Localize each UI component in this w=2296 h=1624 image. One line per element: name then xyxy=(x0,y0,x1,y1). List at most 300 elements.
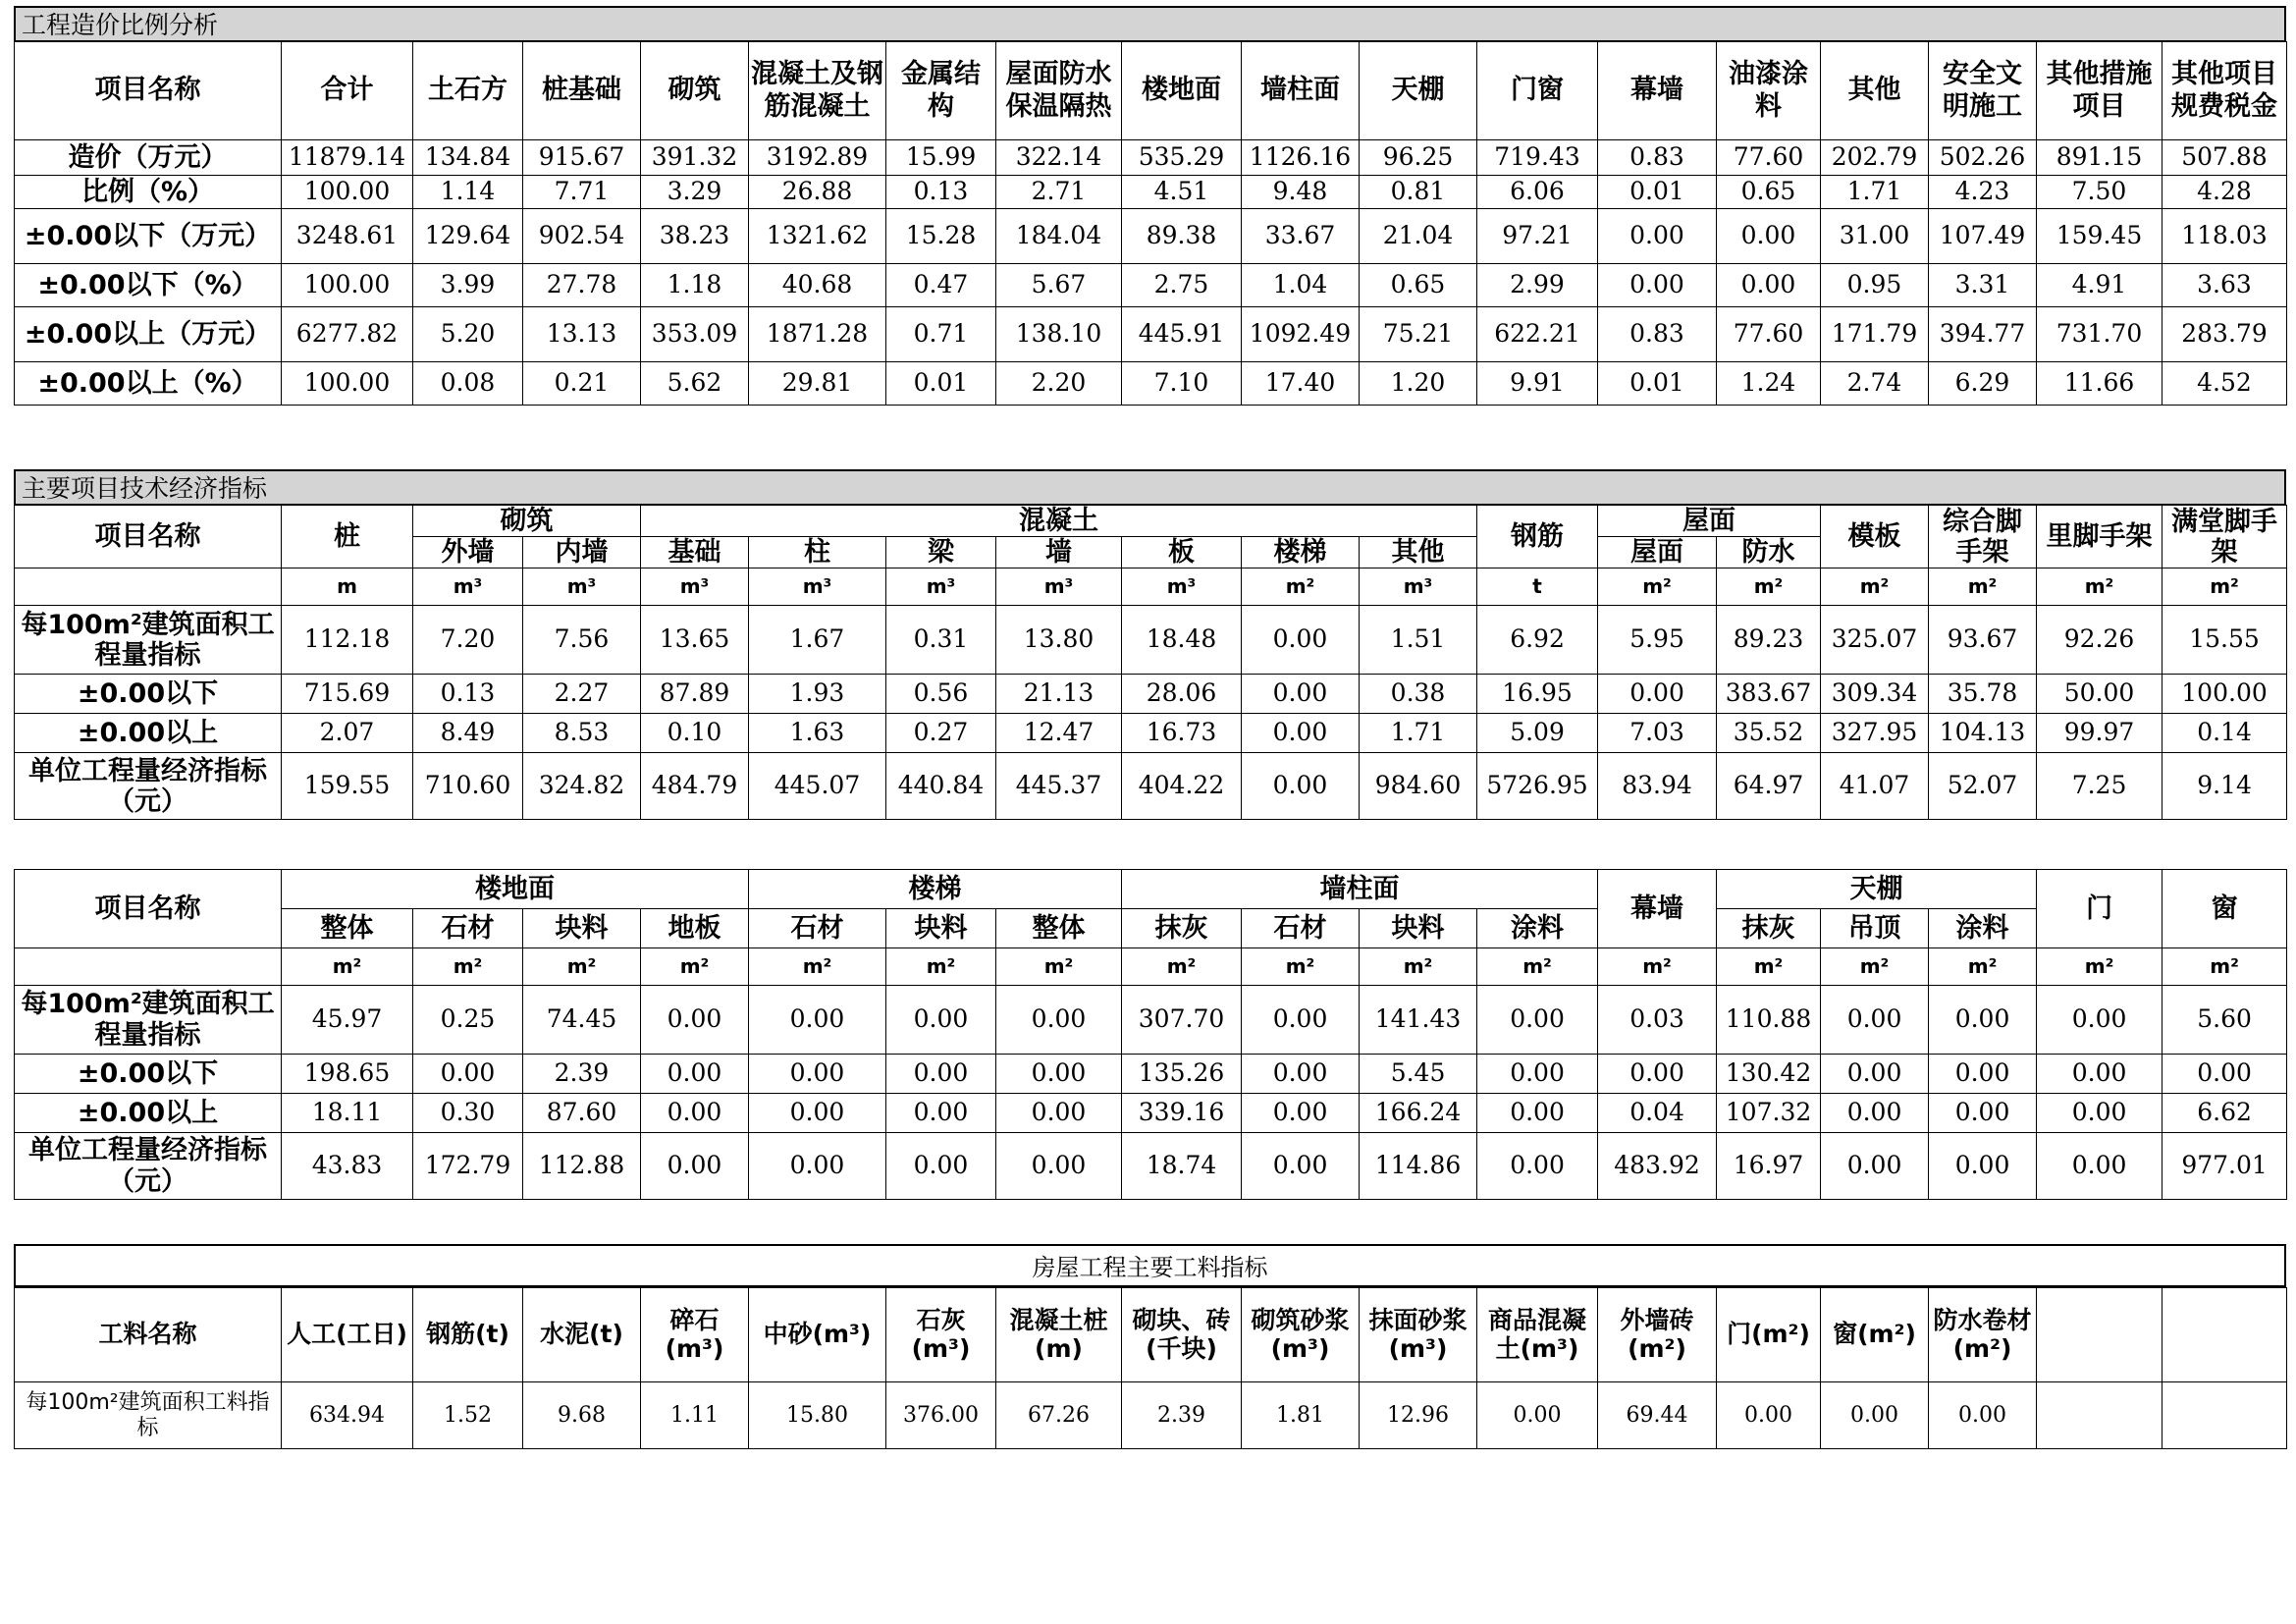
cost-value-cell: 2.75 xyxy=(1122,264,1242,307)
material-value-cell: 12.96 xyxy=(1360,1382,1477,1449)
finish-sub-header: 块料 xyxy=(523,909,641,948)
tech-sub-header: 屋面 xyxy=(1598,537,1717,568)
cost-value-cell: 0.65 xyxy=(1717,176,1821,209)
cost-value-cell: 6.29 xyxy=(1929,362,2037,406)
cost-value-cell: 1092.49 xyxy=(1242,307,1360,362)
finish-value-cell: 0.00 xyxy=(2037,1055,2163,1094)
finish-unit-cell: m² xyxy=(413,948,523,986)
tech-value-cell: 5726.95 xyxy=(1477,753,1598,820)
cost-value-cell: 38.23 xyxy=(641,209,749,264)
tech-value-cell: 35.78 xyxy=(1929,675,2037,714)
tech-sub-header: 外墙 xyxy=(413,537,523,568)
cost-value-cell: 6.06 xyxy=(1477,176,1598,209)
cost-value-cell: 391.32 xyxy=(641,140,749,176)
finish-sub-header: 地板 xyxy=(641,909,749,948)
finish-section xyxy=(14,869,2286,1200)
tech-sub-header: 楼梯 xyxy=(1242,537,1360,568)
tech-row xyxy=(15,714,2287,753)
tech-unit-cell: m³ xyxy=(1360,568,1477,606)
cost-value-cell: 134.84 xyxy=(413,140,523,176)
material-header-cell: 外墙砖(m²) xyxy=(1598,1288,1717,1382)
finish-item-label: 项目名称 xyxy=(15,870,282,948)
cost-value-cell: 171.79 xyxy=(1821,307,1929,362)
tech-value-cell: 93.67 xyxy=(1929,606,2037,675)
finish-value-cell: 5.45 xyxy=(1360,1055,1477,1094)
tech-value-cell: 445.07 xyxy=(749,753,886,820)
tech-value-cell: 15.55 xyxy=(2163,606,2287,675)
tech-value-cell: 7.25 xyxy=(2037,753,2163,820)
finish-unit-cell: m² xyxy=(1242,948,1360,986)
finish-value-cell: 0.00 xyxy=(996,1094,1122,1133)
tech-row xyxy=(15,753,2287,820)
cost-value-cell: 1.71 xyxy=(1821,176,1929,209)
cost-value-cell: 3.99 xyxy=(413,264,523,307)
material-header-cell: 人工(工日) xyxy=(282,1288,413,1382)
cost-value-cell: 202.79 xyxy=(1821,140,1929,176)
tech-value-cell: 0.13 xyxy=(413,675,523,714)
cost-value-cell: 1871.28 xyxy=(749,307,886,362)
finish-value-cell: 18.11 xyxy=(282,1094,413,1133)
finish-row xyxy=(15,1055,2287,1094)
tech-value-cell: 324.82 xyxy=(523,753,641,820)
tech-value-cell: 1.63 xyxy=(749,714,886,753)
finish-row xyxy=(15,1133,2287,1200)
finish-value-cell: 0.00 xyxy=(2037,1094,2163,1133)
tech-row-label: 每100m²建筑面积工程量指标 xyxy=(15,606,282,675)
cost-value-cell: 26.88 xyxy=(749,176,886,209)
cost-value-cell: 129.64 xyxy=(413,209,523,264)
tech-value-cell: 325.07 xyxy=(1821,606,1929,675)
cost-row-label: 造价（万元） xyxy=(15,140,282,176)
material-value-cell: 1.52 xyxy=(413,1382,523,1449)
cost-value-cell: 29.81 xyxy=(749,362,886,406)
cost-value-cell: 502.26 xyxy=(1929,140,2037,176)
cost-value-cell: 2.71 xyxy=(996,176,1122,209)
finish-value-cell: 0.00 xyxy=(749,1133,886,1200)
cost-value-cell: 15.28 xyxy=(886,209,996,264)
tech-value-cell: 984.60 xyxy=(1360,753,1477,820)
material-header-cell: 钢筋(t) xyxy=(413,1288,523,1382)
cost-value-cell: 0.08 xyxy=(413,362,523,406)
tech-value-cell: 28.06 xyxy=(1122,675,1242,714)
finish-value-cell: 0.00 xyxy=(2037,986,2163,1055)
material-header-cell xyxy=(2037,1288,2163,1382)
tech-value-cell: 0.27 xyxy=(886,714,996,753)
spacer-cell xyxy=(15,406,2287,423)
tech-sub-header: 梁 xyxy=(886,537,996,568)
cost-header-cell: 屋面防水保温隔热 xyxy=(996,42,1122,140)
tech-value-cell: 92.26 xyxy=(2037,606,2163,675)
finish-value-cell: 0.00 xyxy=(641,1055,749,1094)
cost-value-cell: 21.04 xyxy=(1360,209,1477,264)
tech-row-label: 单位工程量经济指标（元） xyxy=(15,753,282,820)
finish-value-cell: 107.32 xyxy=(1717,1094,1821,1133)
cost-value-cell: 0.01 xyxy=(1598,362,1717,406)
finish-value-cell: 87.60 xyxy=(523,1094,641,1133)
cost-row-label: ±0.00以上（万元） xyxy=(15,307,282,362)
tech-econ-section xyxy=(14,469,2286,820)
tech-value-cell: 8.49 xyxy=(413,714,523,753)
cost-row-label: ±0.00以下（%） xyxy=(15,264,282,307)
finish-value-cell: 0.00 xyxy=(1242,1055,1360,1094)
finish-unit-cell: m² xyxy=(996,948,1122,986)
cost-header-cell: 金属结构 xyxy=(886,42,996,140)
tech-group-rebar: 钢筋 xyxy=(1477,506,1598,568)
cost-value-cell: 107.49 xyxy=(1929,209,2037,264)
finish-row-label: ±0.00以上 xyxy=(15,1094,282,1133)
cost-value-cell: 3.63 xyxy=(2163,264,2287,307)
finish-sub-header: 石材 xyxy=(413,909,523,948)
cost-row xyxy=(15,140,2287,176)
tech-value-cell: 1.51 xyxy=(1360,606,1477,675)
tech-group-pile: 桩 xyxy=(282,506,413,568)
finish-unit-cell: m² xyxy=(886,948,996,986)
cost-header-cell: 其他 xyxy=(1821,42,1929,140)
finish-value-cell: 18.74 xyxy=(1122,1133,1242,1200)
cost-value-cell: 0.21 xyxy=(523,362,641,406)
tech-value-cell: 52.07 xyxy=(1929,753,2037,820)
finish-unit-cell: m² xyxy=(641,948,749,986)
cost-value-cell: 33.67 xyxy=(1242,209,1360,264)
cost-value-cell: 535.29 xyxy=(1122,140,1242,176)
tech-value-cell: 159.55 xyxy=(282,753,413,820)
cost-row xyxy=(15,209,2287,264)
finish-group-stair: 楼梯 xyxy=(749,870,1122,909)
material-value-cell: 15.80 xyxy=(749,1382,886,1449)
cost-value-cell: 0.01 xyxy=(886,362,996,406)
cost-header-cell: 墙柱面 xyxy=(1242,42,1360,140)
tech-value-cell: 112.18 xyxy=(282,606,413,675)
finish-unit-cell: m² xyxy=(282,948,413,986)
cost-header-cell: 油漆涂料 xyxy=(1717,42,1821,140)
finish-sub-header: 块料 xyxy=(1360,909,1477,948)
cost-value-cell: 891.15 xyxy=(2037,140,2163,176)
cost-value-cell: 77.60 xyxy=(1717,140,1821,176)
tech-value-cell: 440.84 xyxy=(886,753,996,820)
cost-value-cell: 0.71 xyxy=(886,307,996,362)
finish-value-cell: 0.00 xyxy=(1821,986,1929,1055)
cost-value-cell: 0.81 xyxy=(1360,176,1477,209)
tech-econ-table xyxy=(14,505,2287,820)
material-value-cell: 9.68 xyxy=(523,1382,641,1449)
material-value-cell xyxy=(2163,1382,2287,1449)
tech-value-cell: 8.53 xyxy=(523,714,641,753)
material-header-cell: 工料名称 xyxy=(15,1288,282,1382)
material-value-cell: 376.00 xyxy=(886,1382,996,1449)
finish-unit-cell: m² xyxy=(1360,948,1477,986)
cost-value-cell: 7.10 xyxy=(1122,362,1242,406)
tech-unit-cell: m³ xyxy=(996,568,1122,606)
cost-ratio-table xyxy=(14,41,2287,423)
finish-value-cell: 0.00 xyxy=(886,986,996,1055)
cost-value-cell: 100.00 xyxy=(282,362,413,406)
tech-value-cell: 6.92 xyxy=(1477,606,1598,675)
finish-unit-blank xyxy=(15,948,282,986)
tech-unit-cell: m³ xyxy=(641,568,749,606)
tech-value-cell: 13.80 xyxy=(996,606,1122,675)
cost-spacer-row xyxy=(15,406,2287,423)
finish-value-cell: 0.00 xyxy=(886,1133,996,1200)
finish-unit-cell: m² xyxy=(1122,948,1242,986)
finish-value-cell: 0.00 xyxy=(1821,1094,1929,1133)
cost-value-cell: 622.21 xyxy=(1477,307,1598,362)
tech-value-cell: 50.00 xyxy=(2037,675,2163,714)
finish-sub-header: 石材 xyxy=(749,909,886,948)
tech-unit-cell: m² xyxy=(2163,568,2287,606)
finish-sub-header: 块料 xyxy=(886,909,996,948)
tech-unit-blank xyxy=(15,568,282,606)
finish-value-cell: 0.00 xyxy=(1242,986,1360,1055)
cost-value-cell: 89.38 xyxy=(1122,209,1242,264)
cost-value-cell: 4.51 xyxy=(1122,176,1242,209)
finish-value-cell: 0.30 xyxy=(413,1094,523,1133)
material-header-cell: 砌块、砖(千块) xyxy=(1122,1288,1242,1382)
cost-value-cell: 2.74 xyxy=(1821,362,1929,406)
cost-value-cell: 915.67 xyxy=(523,140,641,176)
cost-value-cell: 17.40 xyxy=(1242,362,1360,406)
tech-row-label: ±0.00以上 xyxy=(15,714,282,753)
tech-unit-cell: m² xyxy=(1242,568,1360,606)
finish-value-cell: 0.00 xyxy=(996,986,1122,1055)
finish-value-cell: 0.00 xyxy=(1477,1094,1598,1133)
cost-value-cell: 1.20 xyxy=(1360,362,1477,406)
tech-group-roof: 屋面 xyxy=(1598,506,1821,537)
finish-value-cell: 0.00 xyxy=(641,1133,749,1200)
tech-value-cell: 100.00 xyxy=(2163,675,2287,714)
cost-value-cell: 3.29 xyxy=(641,176,749,209)
tech-value-cell: 404.22 xyxy=(1122,753,1242,820)
tech-unit-cell: m² xyxy=(1717,568,1821,606)
tech-value-cell: 5.95 xyxy=(1598,606,1717,675)
cost-row xyxy=(15,264,2287,307)
cost-value-cell: 4.52 xyxy=(2163,362,2287,406)
finish-value-cell: 0.00 xyxy=(1242,1133,1360,1200)
material-row xyxy=(15,1382,2287,1449)
finish-unit-cell: m² xyxy=(749,948,886,986)
cost-value-cell: 9.91 xyxy=(1477,362,1598,406)
material-value-cell: 0.00 xyxy=(1477,1382,1598,1449)
finish-value-cell: 0.00 xyxy=(2037,1133,2163,1200)
tech-value-cell: 484.79 xyxy=(641,753,749,820)
material-value-cell: 0.00 xyxy=(1717,1382,1821,1449)
tech-group-concrete: 混凝土 xyxy=(641,506,1477,537)
finish-unit-cell: m² xyxy=(2037,948,2163,986)
finish-value-cell: 0.00 xyxy=(1242,1094,1360,1133)
material-value-cell: 634.94 xyxy=(282,1382,413,1449)
tech-value-cell: 16.95 xyxy=(1477,675,1598,714)
tech-value-cell: 445.37 xyxy=(996,753,1122,820)
tech-unit-cell: m² xyxy=(1821,568,1929,606)
finish-row-label: ±0.00以下 xyxy=(15,1055,282,1094)
cost-header-cell: 项目名称 xyxy=(15,42,282,140)
tech-value-cell: 1.93 xyxy=(749,675,886,714)
cost-value-cell: 75.21 xyxy=(1360,307,1477,362)
tech-sub-header: 防水 xyxy=(1717,537,1821,568)
tech-value-cell: 710.60 xyxy=(413,753,523,820)
finish-value-cell: 0.00 xyxy=(1929,1055,2037,1094)
tech-value-cell: 2.27 xyxy=(523,675,641,714)
cost-value-cell: 7.71 xyxy=(523,176,641,209)
cost-value-cell: 0.65 xyxy=(1360,264,1477,307)
tech-group-formwork: 模板 xyxy=(1821,506,1929,568)
finish-sub-header: 涂料 xyxy=(1477,909,1598,948)
tech-row-label: ±0.00以下 xyxy=(15,675,282,714)
cost-header-cell: 幕墙 xyxy=(1598,42,1717,140)
cost-value-cell: 5.62 xyxy=(641,362,749,406)
cost-header-cell: 其他措施项目 xyxy=(2037,42,2163,140)
finish-group-ceiling: 天棚 xyxy=(1717,870,2037,909)
tech-unit-cell: m² xyxy=(2037,568,2163,606)
tech-value-cell: 7.20 xyxy=(413,606,523,675)
material-table xyxy=(14,1287,2287,1449)
tech-unit-cell: m xyxy=(282,568,413,606)
cost-value-cell: 11879.14 xyxy=(282,140,413,176)
finish-value-cell: 0.03 xyxy=(1598,986,1717,1055)
tech-value-cell: 1.67 xyxy=(749,606,886,675)
cost-header-cell: 混凝土及钢筋混凝土 xyxy=(749,42,886,140)
cost-value-cell: 3192.89 xyxy=(749,140,886,176)
material-header-cell: 商品混凝土(m³) xyxy=(1477,1288,1598,1382)
cost-value-cell: 902.54 xyxy=(523,209,641,264)
finish-value-cell: 135.26 xyxy=(1122,1055,1242,1094)
tech-unit-cell: m³ xyxy=(523,568,641,606)
material-header-cell: 水泥(t) xyxy=(523,1288,641,1382)
tech-value-cell: 2.07 xyxy=(282,714,413,753)
cost-value-cell: 0.83 xyxy=(1598,307,1717,362)
cost-value-cell: 96.25 xyxy=(1360,140,1477,176)
cost-value-cell: 97.21 xyxy=(1477,209,1598,264)
tech-group-full-scaffold: 满堂脚手架 xyxy=(2163,506,2287,568)
cost-row xyxy=(15,176,2287,209)
tech-value-cell: 21.13 xyxy=(996,675,1122,714)
finish-sub-header: 吊顶 xyxy=(1821,909,1929,948)
finish-value-cell: 0.00 xyxy=(1821,1055,1929,1094)
cost-value-cell: 11.66 xyxy=(2037,362,2163,406)
finish-row-label: 每100m²建筑面积工程量指标 xyxy=(15,986,282,1055)
finish-value-cell: 0.00 xyxy=(1929,986,2037,1055)
cost-value-cell: 394.77 xyxy=(1929,307,2037,362)
material-value-cell: 0.00 xyxy=(1821,1382,1929,1449)
tech-value-cell: 0.56 xyxy=(886,675,996,714)
finish-value-cell: 0.00 xyxy=(996,1133,1122,1200)
finish-sub-header: 石材 xyxy=(1242,909,1360,948)
cost-value-cell: 4.28 xyxy=(2163,176,2287,209)
material-header-cell: 混凝土桩(m) xyxy=(996,1288,1122,1382)
tech-row xyxy=(15,675,2287,714)
material-header-cell: 石灰(m³) xyxy=(886,1288,996,1382)
cost-value-cell: 0.13 xyxy=(886,176,996,209)
cost-value-cell: 5.20 xyxy=(413,307,523,362)
cost-value-cell: 1321.62 xyxy=(749,209,886,264)
tech-unit-cell: m³ xyxy=(413,568,523,606)
finish-group-curtain: 幕墙 xyxy=(1598,870,1717,948)
cost-row xyxy=(15,307,2287,362)
tech-value-cell: 0.00 xyxy=(1598,675,1717,714)
tech-value-cell: 0.14 xyxy=(2163,714,2287,753)
cost-row xyxy=(15,362,2287,406)
finish-value-cell: 0.00 xyxy=(1929,1133,2037,1200)
tech-value-cell: 5.09 xyxy=(1477,714,1598,753)
cost-value-cell: 13.13 xyxy=(523,307,641,362)
cost-value-cell: 159.45 xyxy=(2037,209,2163,264)
finish-sub-header: 整体 xyxy=(996,909,1122,948)
cost-header-cell: 桩基础 xyxy=(523,42,641,140)
finish-value-cell: 0.00 xyxy=(749,986,886,1055)
tech-value-cell: 309.34 xyxy=(1821,675,1929,714)
finish-value-cell: 5.60 xyxy=(2163,986,2287,1055)
finish-sub-header: 整体 xyxy=(282,909,413,948)
cost-value-cell: 6277.82 xyxy=(282,307,413,362)
tech-value-cell: 0.00 xyxy=(1242,753,1360,820)
material-row-label: 每100m²建筑面积工料指标 xyxy=(15,1382,282,1449)
finish-value-cell: 0.00 xyxy=(1477,986,1598,1055)
cost-row-label: ±0.00以下（万元） xyxy=(15,209,282,264)
tech-value-cell: 104.13 xyxy=(1929,714,2037,753)
cost-value-cell: 27.78 xyxy=(523,264,641,307)
tech-sub-header: 墙 xyxy=(996,537,1122,568)
cost-value-cell: 1.18 xyxy=(641,264,749,307)
tech-value-cell: 13.65 xyxy=(641,606,749,675)
cost-row-label: 比例（%） xyxy=(15,176,282,209)
finish-value-cell: 0.04 xyxy=(1598,1094,1717,1133)
cost-value-cell: 1.24 xyxy=(1717,362,1821,406)
material-value-cell: 1.11 xyxy=(641,1382,749,1449)
material-header-cell: 砌筑砂浆(m³) xyxy=(1242,1288,1360,1382)
tech-value-cell: 0.10 xyxy=(641,714,749,753)
tech-unit-cell: m³ xyxy=(1122,568,1242,606)
tech-value-cell: 83.94 xyxy=(1598,753,1717,820)
tech-value-cell: 41.07 xyxy=(1821,753,1929,820)
cost-value-cell: 2.20 xyxy=(996,362,1122,406)
finish-unit-cell: m² xyxy=(1717,948,1821,986)
material-header-cell: 门(m²) xyxy=(1717,1288,1821,1382)
tech-unit-cell: m³ xyxy=(749,568,886,606)
material-header-row xyxy=(15,1288,2287,1382)
cost-header-cell: 其他项目规费税金 xyxy=(2163,42,2287,140)
cost-value-cell: 3248.61 xyxy=(282,209,413,264)
material-header-cell: 抹面砂浆(m³) xyxy=(1360,1288,1477,1382)
finish-value-cell: 43.83 xyxy=(282,1133,413,1200)
material-section xyxy=(14,1244,2286,1449)
finish-unit-cell: m² xyxy=(1821,948,1929,986)
finish-value-cell: 0.00 xyxy=(641,986,749,1055)
cost-header-cell: 砌筑 xyxy=(641,42,749,140)
tech-unit-cell: m² xyxy=(1598,568,1717,606)
cost-value-cell: 77.60 xyxy=(1717,307,1821,362)
finish-value-cell: 45.97 xyxy=(282,986,413,1055)
tech-value-cell: 715.69 xyxy=(282,675,413,714)
finish-value-cell: 0.00 xyxy=(413,1055,523,1094)
finish-group-floor: 楼地面 xyxy=(282,870,749,909)
finish-group-door: 门 xyxy=(2037,870,2163,948)
material-header-cell: 碎石(m³) xyxy=(641,1288,749,1382)
cost-value-cell: 1.14 xyxy=(413,176,523,209)
cost-value-cell: 100.00 xyxy=(282,264,413,307)
tech-value-cell: 0.00 xyxy=(1242,606,1360,675)
tech-value-cell: 12.47 xyxy=(996,714,1122,753)
cost-value-cell: 3.31 xyxy=(1929,264,2037,307)
tech-unit-cell: m³ xyxy=(886,568,996,606)
finish-table xyxy=(14,869,2287,1200)
tech-sub-header: 其他 xyxy=(1360,537,1477,568)
finish-value-cell: 483.92 xyxy=(1598,1133,1717,1200)
finish-row-label: 单位工程量经济指标（元） xyxy=(15,1133,282,1200)
cost-value-cell: 1126.16 xyxy=(1242,140,1360,176)
tech-group-masonry: 砌筑 xyxy=(413,506,641,537)
cost-value-cell: 353.09 xyxy=(641,307,749,362)
cost-value-cell: 7.50 xyxy=(2037,176,2163,209)
tech-sub-header: 板 xyxy=(1122,537,1242,568)
